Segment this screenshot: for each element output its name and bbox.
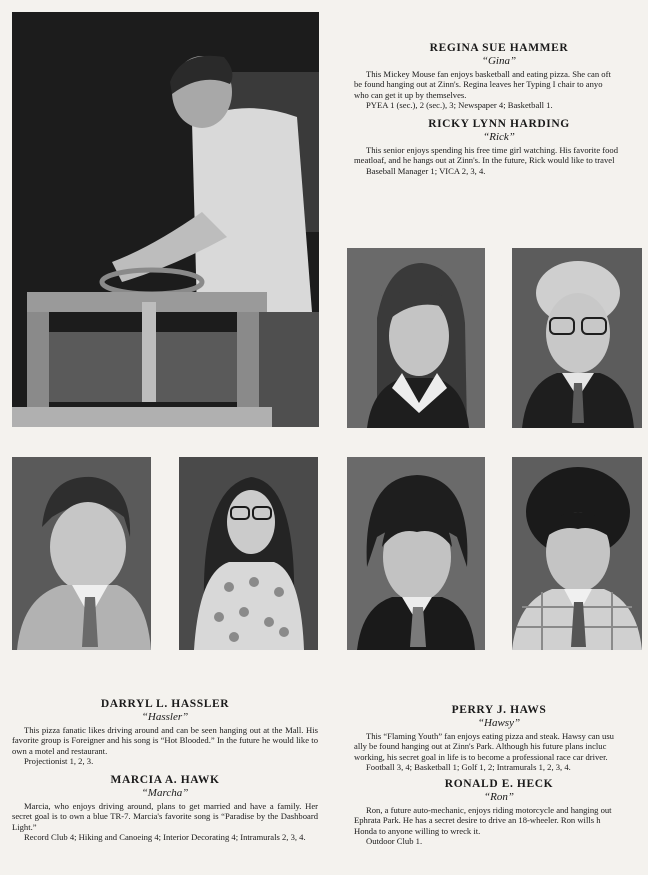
bio-ricky — [354, 118, 644, 176]
student-activities: Outdoor Club 1. — [366, 836, 423, 847]
student-nickname: “Rick” — [483, 131, 515, 143]
bio-line: who can get it up by themselves. — [354, 89, 467, 100]
bio-perry — [354, 704, 644, 773]
student-name: DARRYL L. HASSLER — [100, 698, 230, 710]
student-name: RICKY LYNN HARDING — [428, 118, 570, 130]
bio-regina — [354, 42, 644, 111]
candid-photo-press-icon — [12, 12, 319, 427]
portrait-boy-suit-icon — [12, 457, 151, 650]
bio-marcia — [12, 774, 318, 843]
student-activities: Projectionist 1, 2, 3. — [24, 756, 94, 767]
student-activities: Baseball Manager 1; VICA 2, 3, 4. — [366, 165, 486, 176]
bio-line: This Mickey Mouse fan enjoys basketball and eating pizza. She can oft — [366, 69, 611, 79]
student-description: This pizza fanatic likes driving around and can be seen hanging out at the Mall. His favorite group is Foreigner and his song is “Hot Blooded.” In the future he would like to own a motel and restaurant. — [12, 725, 318, 756]
bio-darryl — [12, 698, 318, 767]
student-name: REGINA SUE HAMMER — [429, 42, 569, 54]
bio-line: This senior enjoys spending his free time girl watching. His favorite food — [366, 145, 619, 155]
portrait-darryl — [12, 457, 151, 650]
student-nickname: “Ron” — [484, 791, 514, 803]
bio-line: Ron, a future auto-mechanic, enjoys riding motorcycle and hanging out — [366, 805, 612, 815]
portrait-regina — [347, 248, 485, 428]
portrait-boy-bangs-icon — [347, 457, 485, 650]
portrait-boy-glasses-icon — [512, 248, 642, 428]
bio-line: ally be found hanging out at Zinn's Park. Although his future plans incluc — [354, 741, 607, 752]
portrait-ronald — [512, 457, 642, 650]
portrait-ricky — [512, 248, 642, 428]
student-nickname: “Gina” — [481, 55, 517, 67]
bio-line: working, his secret goal in life is to become a professional race car driver. — [354, 751, 608, 762]
portrait-girl-glasses-icon — [179, 457, 318, 650]
student-description: Marcia, who enjoys driving around, plans to get married and have a family. Her secret goal is to own a blue TR-7. Marcia's favorite song is “Paradise by the Dashboard Light.” — [12, 801, 318, 832]
portrait-marcia — [179, 457, 318, 650]
bio-ronald — [354, 778, 644, 847]
portrait-boy-curly-hair-icon — [512, 457, 642, 650]
student-activities: PYEA 1 (sec.), 2 (sec.), 3; Newspaper 4; Basketball 1. — [366, 100, 553, 111]
student-activities: Football 3, 4; Basketball 1; Golf 1, 2; Intramurals 1, 2, 3, 4. — [366, 762, 571, 773]
student-name: RONALD E. HECK — [444, 778, 554, 790]
student-name: PERRY J. HAWS — [451, 704, 547, 716]
bio-line: Ephrata Park. He has a secret desire to drive an 18-wheeler. Ron wills h — [354, 815, 601, 826]
student-activities: Record Club 4; Hiking and Canoeing 4; Interior Decorating 4; Intramurals 2, 3, 4. — [24, 832, 306, 843]
student-nickname: “Hassler” — [141, 711, 189, 723]
bio-line: be found hanging out at Zinn's. Regina leaves her Typing I chair to anyo — [354, 79, 603, 90]
portrait-long-hair-girl-icon — [347, 248, 485, 428]
student-nickname: “Hawsy” — [477, 717, 521, 729]
bio-line: meatloaf, and he hangs out at Zinn's. In the future, Rick would like to travel — [354, 155, 615, 166]
portrait-perry — [347, 457, 485, 650]
student-name: MARCIA A. HAWK — [110, 774, 220, 786]
bio-line: This “Flaming Youth” fan enjoys eating pizza and steak. Hawsy can usu — [366, 731, 614, 741]
candid-photo — [12, 12, 319, 427]
bio-line: Honda to anyone willing to wreck it. — [354, 825, 481, 836]
student-nickname: “Marcha” — [141, 787, 189, 799]
